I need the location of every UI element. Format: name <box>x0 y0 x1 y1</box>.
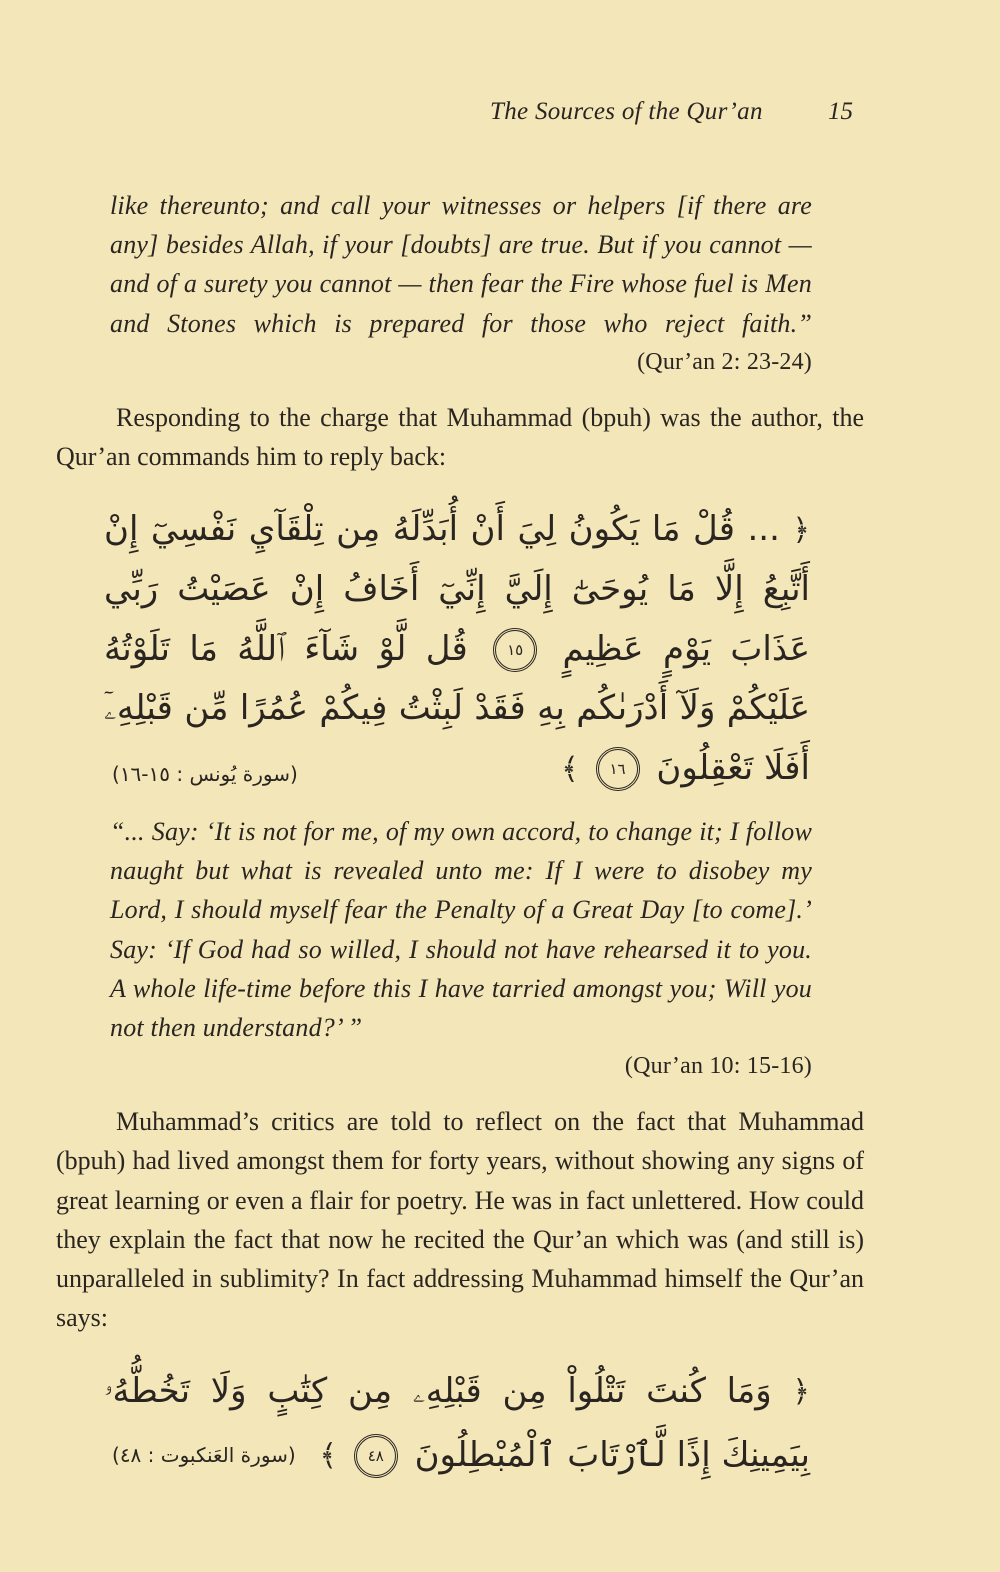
arabic-verse-block-2 <box>104 1360 810 1487</box>
verse-number-marker: ٤٨ <box>354 1434 398 1478</box>
ornate-bracket-close: ﴾ <box>561 751 579 787</box>
quote-text: “... Say: ‘It is not for me, of my own accord, to change it; I follow naught but what is revealed unto me: If I were to disobey my Lord, I should myself fear the Penalty of a Great Day [to come].’ Say: ‘If God had so willed, I should not have rehearsed it to you. A whole life-time before this I have tarried amongst you; Will you not then understand?’ ” <box>110 817 812 1043</box>
paragraph-1: Responding to the charge that Muhammad (bpuh) was the author, the Qur’an commands him to reply back: <box>56 403 864 472</box>
running-title: The Sources of the Qur’an <box>490 98 763 125</box>
arabic-verse-text: وَمَا كُنتَ تَتْلُواْ مِن قَبْلِهِۦ مِن كِتَٰبٍ وَلَا تَخُطُّهُۥ بِيَمِينِكَ إِذًا لَّٱرْتَابَ ٱلْمُبْطِلُونَ <box>104 1371 810 1475</box>
quran-reference: (Qur’an 10: 15-16) <box>624 1053 812 1080</box>
quote-block-2 <box>110 812 812 1086</box>
surah-reference: (سورة العَنكبوت : ٤٨) <box>112 1443 296 1467</box>
ornate-bracket-open: ﴿ <box>792 512 810 548</box>
verse-number-marker: ١٦ <box>596 747 640 791</box>
arabic-verse-text: ... قُلْ مَا يَكُونُ لِيَ أَنْ أُبَدِّلَهُ مِن تِلْقَآيِ نَفْسِيٓ إِنْ أَتَّبِعُ إِلَّا مَا يُوحَىٰٓ إِلَيَّ إِنِّيٓ أَخَافُ إِنْ عَصَيْتُ رَبِّي عَذَابَ يَوْمٍ عَظِيمٍ <box>104 509 810 669</box>
page-number: 15 <box>828 98 853 125</box>
surah-reference: (سورة يُونس : ١٥-١٦) <box>112 762 298 786</box>
ornate-bracket-open: ﴿ <box>792 1374 810 1410</box>
arabic-verse-text: قُل لَّوْ شَآءَ ٱللَّهُ مَا تَلَوْتُهُ عَلَيْكُمْ وَلَآ أَدْرَىٰكُم بِهِ فَقَدْ لَبِثْتُ فِيكُمْ عُمُرًا مِّن قَبْلِهِۦٓ أَفَلَا تَعْقِلُونَ <box>104 628 810 788</box>
quote-block-1 <box>110 186 812 382</box>
quran-reference: (Qur’an 2: 23-24) <box>637 348 812 375</box>
paragraph-2: Muhammad’s critics are told to reflect on the fact that Muhammad (bpuh) had lived amongst them for forty years, without showing any signs of great learning or even a flair for poetry. He was in fact unlettered. How could they explain the fact that now he recited the Qur’an which was (and still is) unparalleled in sublimity? In fact addressing Muhammad himself the Qur’an says: <box>56 1107 864 1333</box>
arabic-verse-block-1 <box>104 500 810 799</box>
ornate-bracket-close: ﴾ <box>319 1438 337 1473</box>
verse-number-marker: ١٥ <box>493 628 537 672</box>
quote-text: like thereunto; and call your witnesses or helpers [if there are any] besides Allah, if your [doubts] are true. But if you cannot — and of a surety you cannot — then fear the Fire whose fuel is Men and Stones which is prepared for those who reject faith.” <box>110 191 812 338</box>
